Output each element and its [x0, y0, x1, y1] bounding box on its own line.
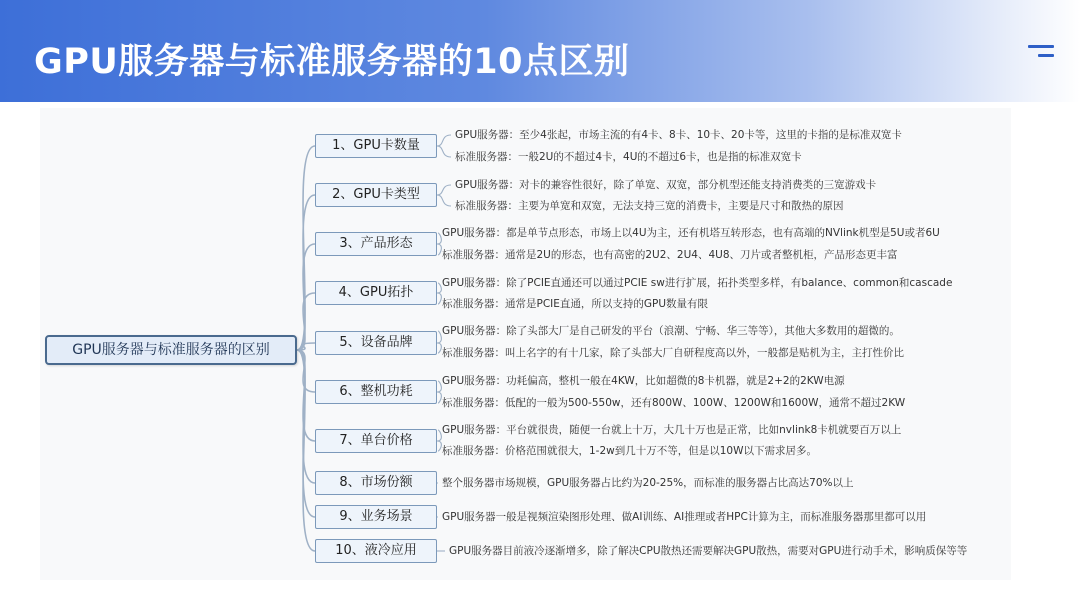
- branch-connector: [297, 350, 315, 551]
- branch-connector: [297, 350, 315, 441]
- detail-text: GPU服务器：都是单节点形态，市场上以4U为主，还有机塔互转形态，也有高端的NVlink机型是5U或者6U: [442, 227, 940, 239]
- detail-text: 标准服务器：低配的一般为500-550w，还有800W、100W、1200W和1600W，通常不超过2KW: [442, 397, 906, 409]
- detail-connector: [437, 430, 441, 441]
- topic-node-2: 2、GPU卡类型: [315, 183, 437, 207]
- topic-node-6: 6、整机功耗: [315, 380, 437, 404]
- detail-text: 标准服务器：通常是PCIE直通，所以支持的GPU数量有限: [442, 298, 709, 310]
- topic-node-4: 4、GPU拓扑: [315, 281, 437, 305]
- central-topic: GPU服务器与标准服务器的区别: [45, 335, 297, 365]
- topic-node-1: 1、GPU卡数量: [315, 134, 437, 158]
- detail-text: 标准服务器：主要为单宽和双宽，无法支持三宽的消费卡，主要是尺寸和散热的原因: [455, 200, 844, 212]
- topic-node-8: 8、市场份额: [315, 471, 437, 495]
- detail-connector: [437, 381, 441, 392]
- detail-text: 标准服务器：通常是2U的形态，也有高密的2U2、2U4、4U8、刀片或者整机柜，产品形态更丰富: [442, 249, 898, 261]
- detail-text: GPU服务器：除了PCIE直通还可以通过PCIE sw进行扩展，拓扑类型多样，有balance、common和cascade: [442, 277, 953, 289]
- detail-connector: [437, 135, 451, 146]
- topic-node-10: 10、液冷应用: [315, 539, 437, 563]
- branch-connector: [297, 293, 315, 350]
- detail-connector: [437, 293, 441, 304]
- detail-text: GPU服务器一般是视频渲染图形处理、做AI训练、AI推理或者HPC计算为主，而标准服务器那里都可以用: [442, 511, 927, 523]
- detail-text: GPU服务器目前液冷逐渐增多，除了解决CPU散热还需要解决GPU散热，需要对GPU进行动手术，影响质保等等: [449, 545, 968, 557]
- branch-connector: [297, 350, 315, 392]
- detail-connector: [437, 146, 451, 157]
- detail-text: GPU服务器：至少4张起，市场主流的有4卡、8卡、10卡、20卡等，这里的卡指的是标准双宽卡: [455, 129, 902, 141]
- detail-connector: [437, 185, 451, 195]
- topic-node-3: 3、产品形态: [315, 232, 437, 256]
- detail-text: GPU服务器：除了头部大厂是自己研发的平台（浪潮、宁畅、华三等等），其他大多数用的超微的。: [442, 325, 900, 337]
- detail-text: GPU服务器：平台就很贵，随便一台就上十万，大几十万也是正常，比如nvlink8卡机就要百万以上: [442, 424, 902, 436]
- branch-connector: [297, 146, 315, 350]
- detail-connector: [437, 244, 441, 255]
- detail-connector: [437, 283, 441, 293]
- detail-text: 标准服务器：叫上名字的有十几家，除了头部大厂自研程度高以外，一般都是贴机为主，主打性价比: [442, 347, 904, 359]
- detail-connector: [437, 233, 441, 244]
- detail-connector: [437, 331, 441, 343]
- detail-text: 标准服务器：一般2U的不超过4卡，4U的不超过6卡，也是指的标准双宽卡: [455, 151, 802, 163]
- detail-connector: [437, 195, 451, 206]
- detail-connector: [437, 343, 441, 353]
- detail-text: 整个服务器市场规模，GPU服务器占比约为20-25%，而标准的服务器占比高达70%以上: [442, 477, 854, 489]
- page-title: GPU服务器与标准服务器的10点区别: [34, 42, 630, 82]
- topic-node-9: 9、业务场景: [315, 505, 437, 529]
- branch-connector: [297, 350, 315, 483]
- topic-node-5: 5、设备品牌: [315, 331, 437, 355]
- detail-text: 标准服务器：价格范围就很大，1-2w到几十万不等，但是以10W以下需求居多。: [442, 445, 817, 457]
- detail-text: GPU服务器：对卡的兼容性很好，除了单宽、双宽，部分机型还能支持消费类的三宽游戏卡: [455, 179, 877, 191]
- branch-connector: [297, 195, 315, 350]
- detail-connector: [437, 392, 441, 403]
- topic-node-7: 7、单台价格: [315, 429, 437, 453]
- detail-text: GPU服务器：功耗偏高，整机一般在4KW，比如超微的8卡机器，就是2+2的2KW电源: [442, 375, 845, 387]
- detail-connector: [437, 441, 441, 451]
